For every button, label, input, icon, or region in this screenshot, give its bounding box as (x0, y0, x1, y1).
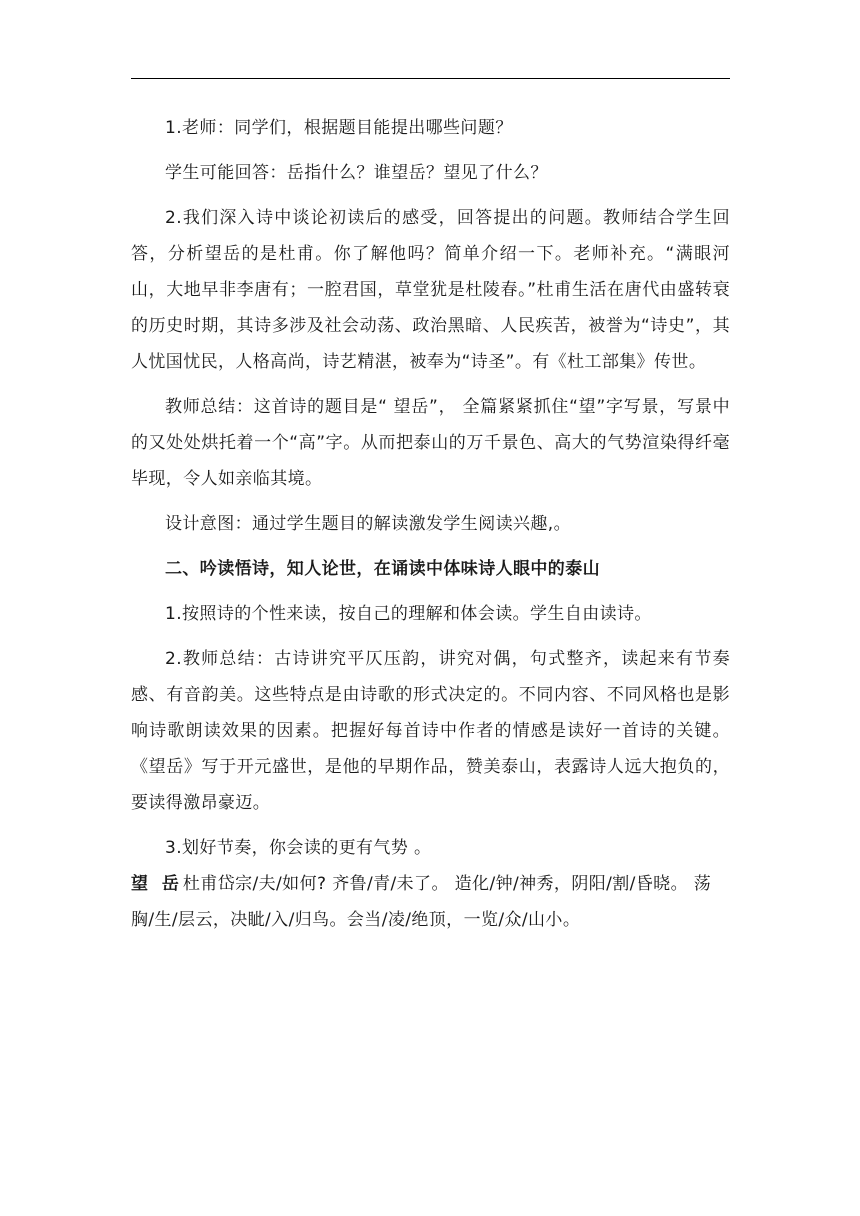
paragraph-teacher-question: 1.老师：同学们，根据题目能提出哪些问题？ (165, 118, 513, 138)
paragraph-reading-summary: 2.教师总结：古诗讲究平仄压韵，讲究对偶，句式整齐，读起来有节奏感、有音韵美。这些特点是由诗歌的形式决定的。不同内容、不同风格也是影响诗歌朗读效果的因素。把握好每首诗中作者的情感是读好一首诗的关键。《望岳》写于开元盛世，是他的早期作品，赞美泰山，表露诗人远大抱负的，要读得激昂豪迈。 (131, 649, 730, 813)
poem-text: 杜甫岱宗/夫/如何? 齐鲁/青/未了。 造化/钟/神秀，阴阳/割/昏晓。 荡胸/生/层云，决眦/入/归鸟。会当/凌/绝顶，一览/众/山小。 (131, 874, 712, 930)
paragraph-teacher-summary: 教师总结：这首诗的题目是“ 望岳”， 全篇紧紧抓住“望”字写景，写景中的又处处烘托着一个“高”字。从而把泰山的万千景色、高大的气势渲染得纤毫毕现，令人如亲临其境。 (131, 397, 730, 489)
poem-title: 望 岳 (131, 874, 183, 894)
paragraph-du-fu-intro: 2.我们深入诗中谈论初读后的感受，回答提出的问题。教师结合学生回答，分析望岳的是杜甫。你了解他吗？简单介绍一下。老师补充。“满眼河山，大地早非李唐有；一腔君国，草堂犹是杜陵春。”杜甫生活在唐代由盛转衰的历史时期，其诗多涉及社会动荡、政治黑暗、人民疾苦，被誉为“诗史”，其人忧国忧民，人格高尚，诗艺精湛，被奉为“诗圣”。有《杜工部集》传世。 (131, 208, 730, 372)
section-heading: 二、吟读悟诗，知人论世，在诵读中体味诗人眼中的泰山 (165, 559, 600, 579)
paragraph-rhythm: 3.划好节奏，你会读的更有气势 。 (165, 838, 432, 858)
paragraph-free-reading: 1.按照诗的个性来读，按自己的理解和体会读。学生自由读诗。 (165, 604, 652, 624)
header-rule (131, 78, 730, 79)
paragraph-design-intent: 设计意图：通过学生题目的解读激发学生阅读兴趣,。 (165, 514, 572, 534)
document-body (131, 110, 730, 938)
poem-block (131, 866, 730, 938)
paragraph-student-answer: 学生可能回答：岳指什么？谁望岳？望见了什么？ (165, 163, 548, 183)
